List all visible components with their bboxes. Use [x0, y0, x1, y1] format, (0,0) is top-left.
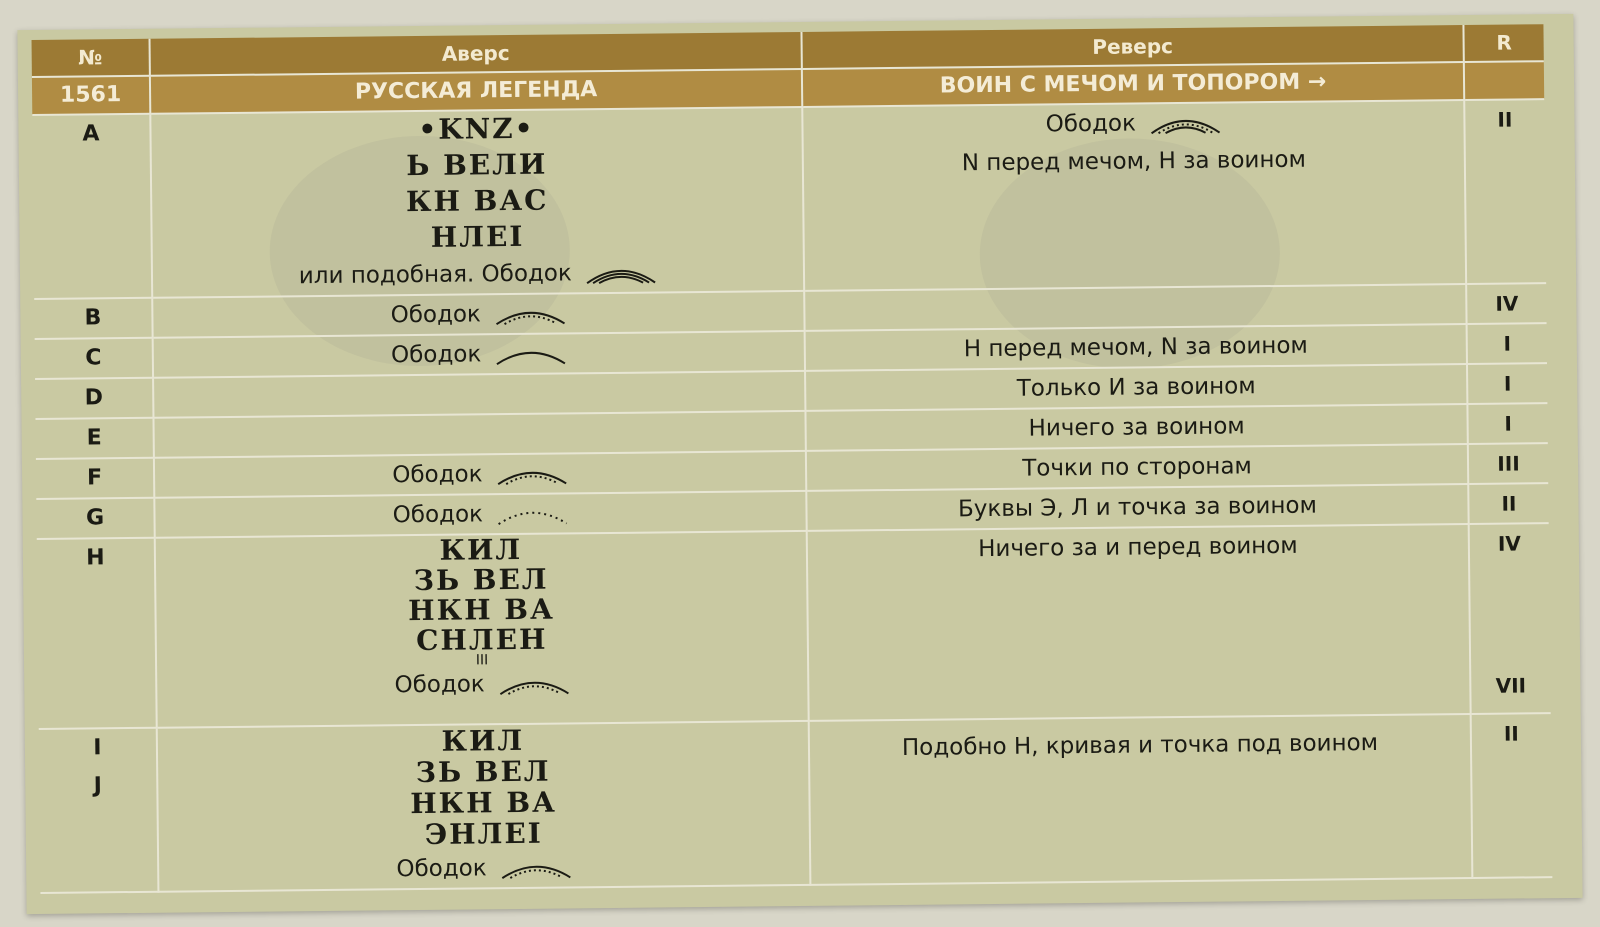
legend-mark: III: [475, 652, 489, 669]
obverse-text: Ободок: [394, 671, 485, 699]
obverse-cell: [155, 531, 809, 728]
legend-line: НКН ВА: [410, 785, 557, 821]
rim-dotted-arc-icon: [496, 463, 568, 486]
rarity-value: IV: [1497, 531, 1521, 556]
header-rarity: R: [1463, 24, 1543, 62]
obverse-note: или подобная. Ободок: [298, 260, 572, 290]
table-row: [32, 99, 1546, 299]
reverse-cell: [809, 714, 1473, 885]
rarity-value: I: [1467, 323, 1547, 364]
group-year: 1561: [32, 76, 150, 115]
variety-label: H: [37, 538, 157, 729]
rarity-value: II: [1471, 713, 1553, 878]
obverse-rim-line: [159, 846, 809, 891]
rarity-cell: [1469, 523, 1551, 714]
rarity-value: I: [1467, 363, 1547, 404]
obverse-cell: [154, 491, 806, 538]
header-obverse: Аверс: [150, 32, 802, 76]
reverse-cell: Ничего за воином: [805, 404, 1467, 451]
rim-dotted-arc-icon: [498, 673, 570, 696]
rim-arc-icon: [585, 262, 657, 285]
reverse-cell: [802, 100, 1466, 291]
obverse-note-line: [153, 252, 803, 297]
rarity-spacer: [1470, 562, 1550, 667]
reverse-cell: Точки по сторонам: [806, 444, 1468, 491]
rim-dots-arc-icon: [496, 503, 568, 526]
legend-line: КН ВАС: [405, 183, 549, 219]
obverse-text: Ободок: [392, 461, 483, 489]
reverse-text-line: N перед мечом, H за воином: [961, 146, 1307, 177]
legend-line: ЭНЛЕI: [424, 816, 543, 851]
group-obverse: РУССКАЯ ЛЕГЕНДА: [150, 69, 802, 114]
obverse-text: Ободок: [390, 301, 482, 329]
variety-label-cell: [39, 728, 159, 893]
reverse-cell-empty: [804, 284, 1466, 331]
reverse-cell: Буквы Э, Л и точка за воином: [806, 484, 1468, 531]
obverse-text: Ободок: [390, 341, 482, 369]
legend-line: ЗЬ ВЕЛ: [413, 562, 549, 598]
variety-label: F: [36, 458, 154, 499]
variety-label: A: [32, 114, 152, 299]
rarity-value: II: [1464, 99, 1546, 284]
variety-label: I: [93, 735, 102, 761]
legend-line: •KNZ•: [418, 111, 535, 146]
catalog-page: [17, 14, 1582, 914]
obverse-cell: [157, 721, 811, 892]
obverse-cell: [154, 451, 806, 498]
obverse-cell: [152, 291, 804, 338]
obverse-cell-empty: [153, 371, 805, 418]
legend-line: НЛЕI: [430, 219, 525, 254]
obverse-rim-line: [157, 662, 807, 707]
legend-line: КИЛ: [439, 532, 523, 567]
rim-line-arc-icon: [494, 343, 566, 366]
variety-label: G: [36, 498, 154, 539]
header-number: №: [32, 39, 150, 77]
variety-label: J: [93, 773, 103, 799]
rim-dotted-arc-icon: [494, 303, 566, 326]
reverse-text: Ободок: [1045, 110, 1137, 138]
group-rarity-empty: [1464, 61, 1544, 100]
group-reverse: ВОИН С МЕЧОМ И ТОПОРОМ →: [802, 62, 1464, 107]
header-reverse: Реверс: [801, 25, 1463, 69]
legend-line: СНЛЕН: [415, 622, 548, 658]
legend-line: НКН ВА: [408, 592, 555, 628]
variety-label: D: [35, 378, 153, 419]
obverse-cell-empty: [153, 411, 805, 458]
table-row: [39, 713, 1553, 893]
legend-line: Ь ВЕЛИ: [406, 147, 548, 183]
legend-line: КИЛ: [441, 723, 525, 758]
table-row: [37, 523, 1551, 729]
variety-label: E: [35, 418, 153, 459]
coin-variety-table: [32, 24, 1553, 894]
rarity-value: IV: [1466, 283, 1546, 324]
reverse-cell: Ничего за и перед воином: [807, 524, 1471, 721]
obverse-cell: [153, 331, 805, 378]
variety-label: C: [35, 338, 153, 379]
rim-dotted-arc-icon: [1149, 112, 1221, 135]
rim-dotted-arc-icon: [500, 857, 572, 880]
reverse-text: Подобно Н, кривая и точка под воином: [901, 729, 1379, 761]
rarity-value: II: [1468, 483, 1548, 524]
rarity-value: III: [1468, 443, 1548, 484]
rarity-value: I: [1467, 403, 1547, 444]
obverse-cell: [150, 107, 804, 298]
reverse-cell: Н перед мечом, N за воином: [805, 324, 1467, 371]
obverse-text: Ободок: [392, 501, 484, 529]
rarity-value: VII: [1495, 673, 1527, 698]
reverse-cell: Только И за воином: [805, 364, 1467, 411]
obverse-text: Ободок: [396, 855, 487, 883]
variety-label: B: [34, 298, 152, 339]
legend-line: ЗЬ ВЕЛ: [415, 754, 551, 790]
